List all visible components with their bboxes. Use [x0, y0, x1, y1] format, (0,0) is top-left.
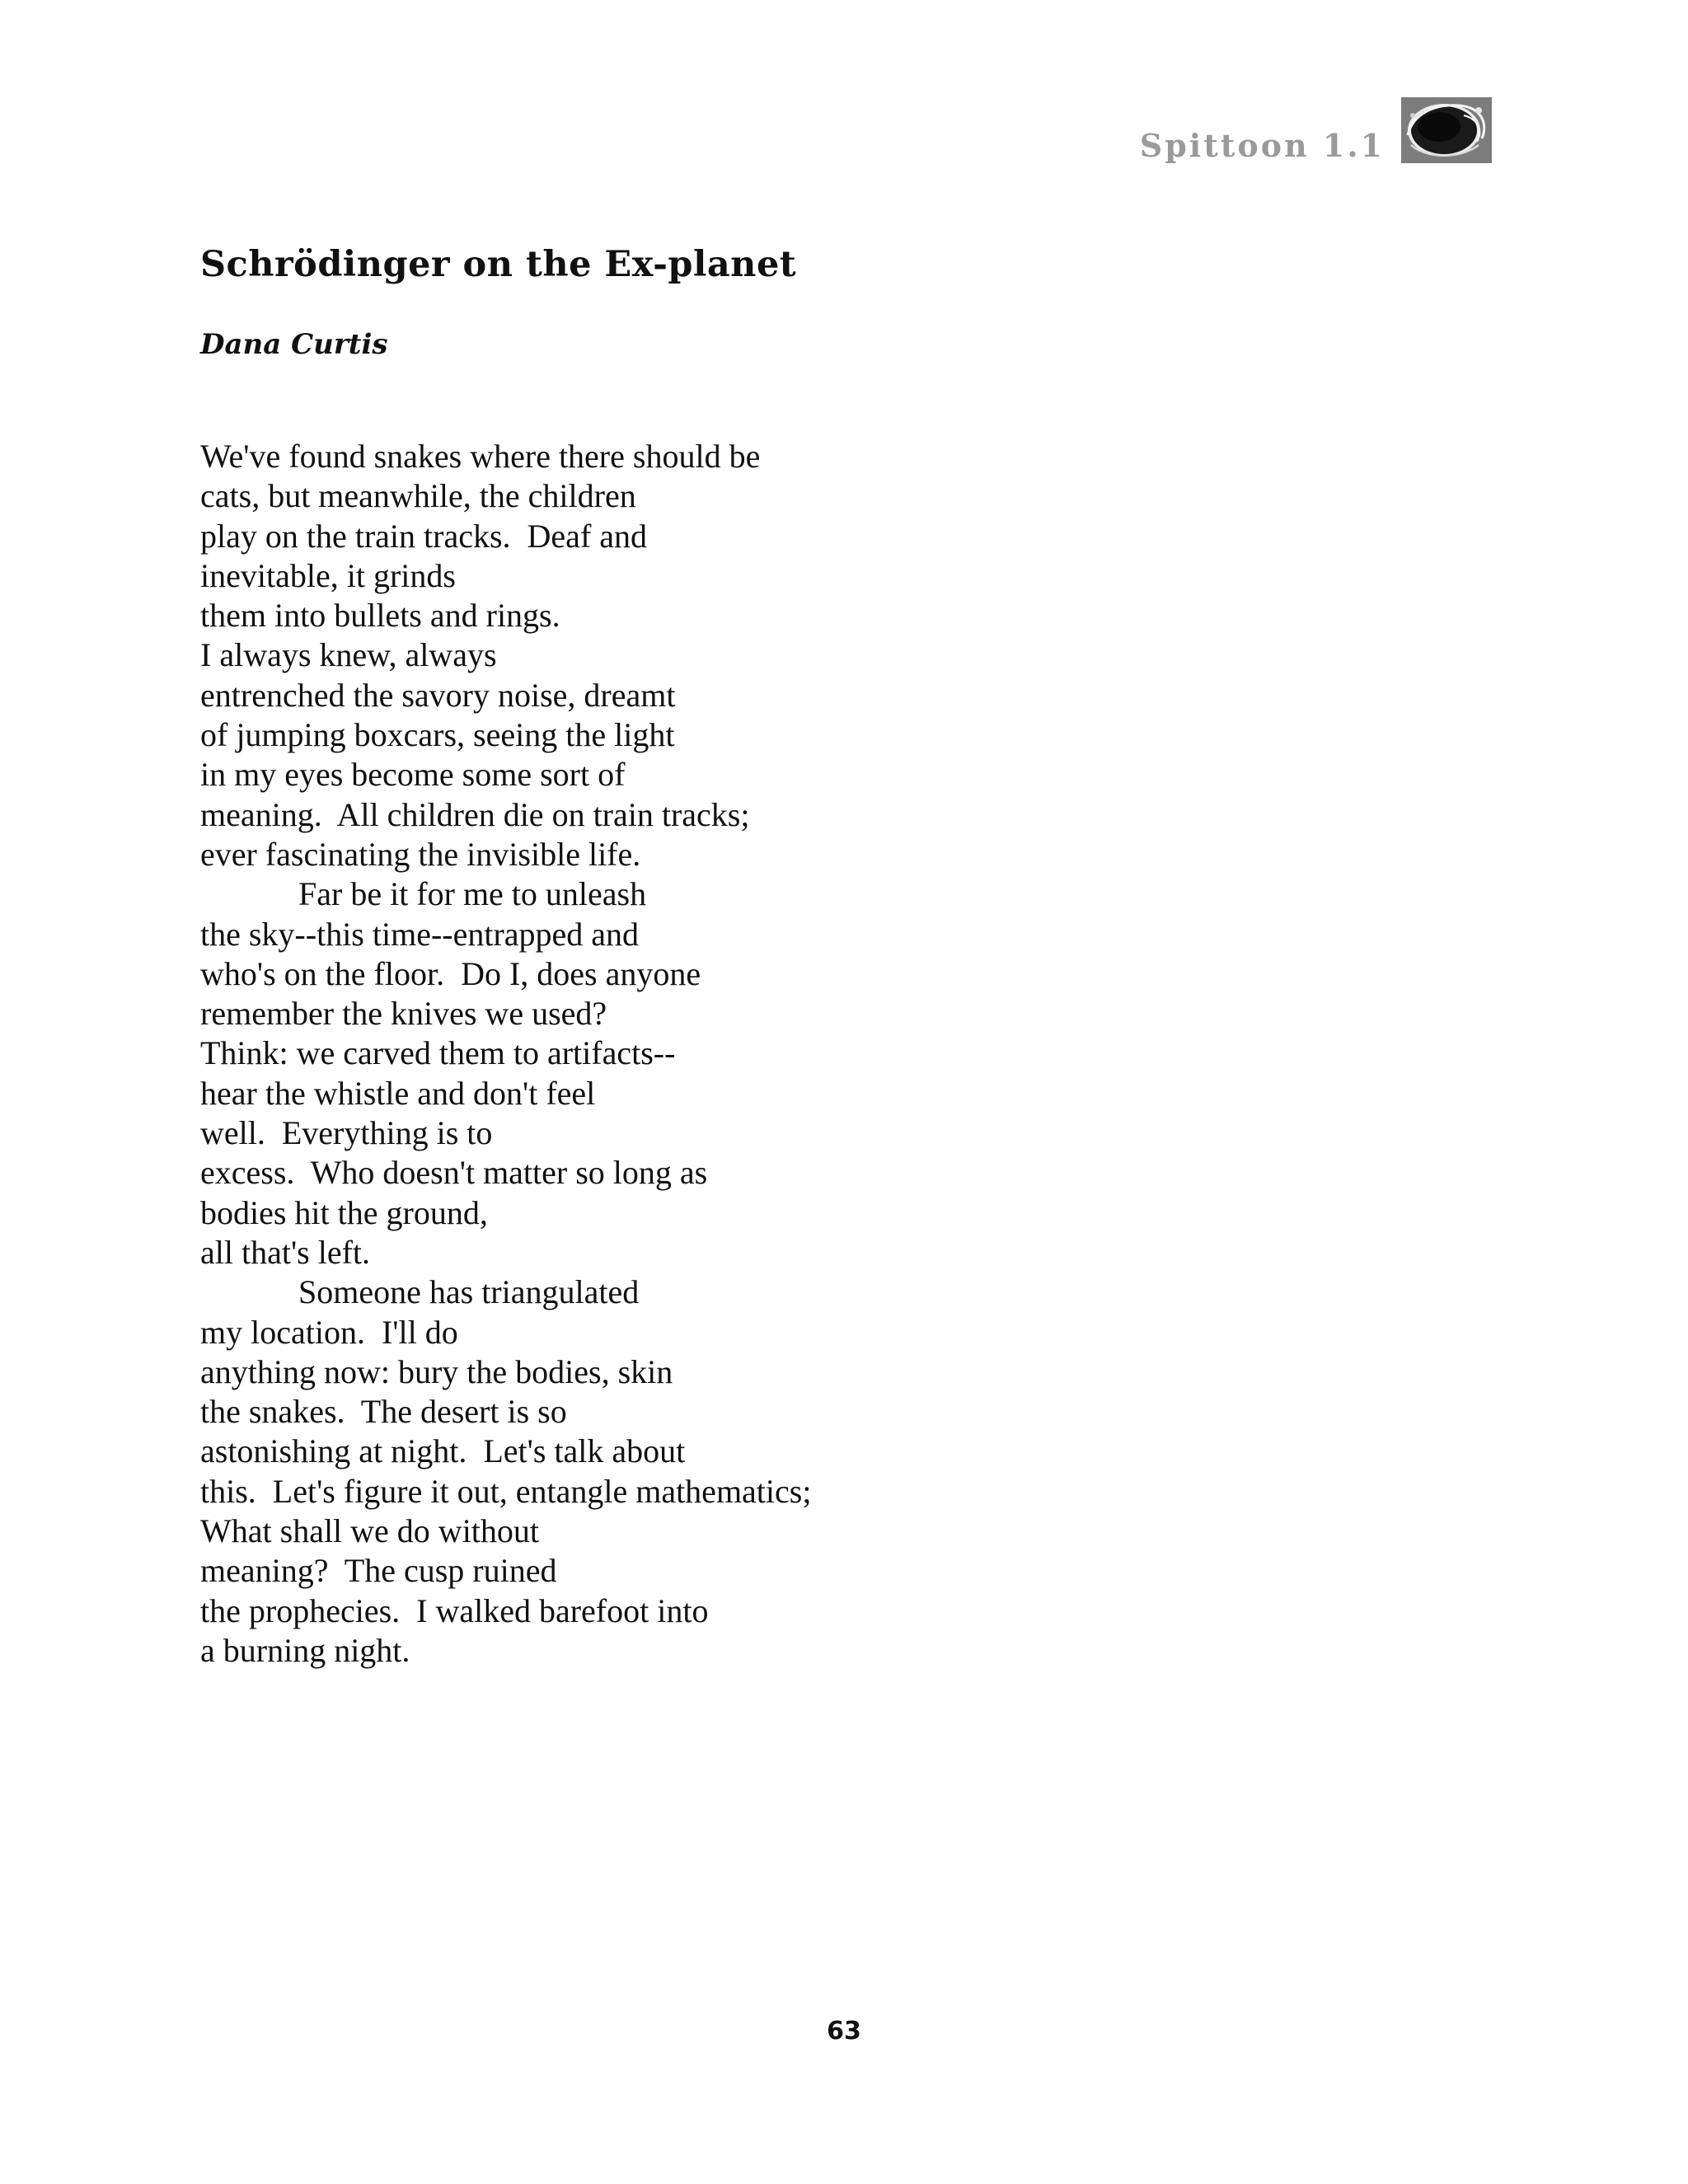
poem-body: [200, 437, 1272, 1671]
running-header: [1140, 97, 1492, 163]
poem-title: Schrödinger on the Ex-planet: [200, 244, 797, 285]
poem-line: anything now: bury the bodies, skin: [200, 1352, 673, 1390]
poem-line: the snakes. The desert is so: [200, 1393, 567, 1431]
poem-line: inevitable, it grinds: [200, 556, 456, 594]
poem-line: We've found snakes where there should be: [200, 438, 761, 475]
poem-line: a burning night.: [200, 1631, 410, 1669]
ink-splatter-logo-icon: [1401, 97, 1492, 163]
poem-line: ever fascinating the invisible life.: [200, 835, 641, 873]
poem-line: play on the train tracks. Deaf and: [200, 517, 648, 555]
page-number: 63: [827, 2017, 861, 2046]
poem-line: the sky--this time--entrapped and: [200, 915, 640, 953]
poem-line: excess. Who doesn't matter so long as: [200, 1154, 708, 1192]
poem-line: meaning. All children die on train tracks;: [200, 795, 750, 833]
poem-line: astonishing at night. Let's talk about: [200, 1432, 686, 1470]
poem-line: Think: we carved them to artifacts--: [200, 1034, 676, 1072]
poem-line: hear the whistle and don't feel: [200, 1074, 596, 1112]
poem-line: What shall we do without: [200, 1512, 540, 1550]
poem-line: Far be it for me to unleash: [298, 875, 647, 913]
poem-line: all that's left.: [200, 1233, 371, 1271]
poem-line: cats, but meanwhile, the children: [200, 477, 636, 515]
poem-line: them into bullets and rings.: [200, 597, 560, 635]
poem-line: bodies hit the ground,: [200, 1193, 488, 1231]
poem-line: well. Everything is to: [200, 1114, 493, 1152]
poem-line: in my eyes become some sort of: [200, 756, 626, 794]
author-name: Dana Curtis: [200, 328, 388, 361]
poem-line: of jumping boxcars, seeing the light: [200, 716, 675, 754]
poem-line: who's on the floor. Do I, does anyone: [200, 954, 701, 992]
poem-line: remember the knives we used?: [200, 995, 607, 1033]
poem-line: this. Let's figure it out, entangle mathematics;: [200, 1472, 812, 1510]
poem-line: Someone has triangulated: [298, 1273, 640, 1311]
poem-line: meaning? The cusp ruined: [200, 1552, 557, 1590]
poem-line: my location. I'll do: [200, 1313, 458, 1351]
poem-line: entrenched the savory noise, dreamt: [200, 676, 676, 714]
poem-line: the prophecies. I walked barefoot into: [200, 1591, 709, 1629]
poem-line: I always knew, always: [200, 636, 497, 674]
journal-name: Spittoon 1.1: [1139, 127, 1385, 164]
